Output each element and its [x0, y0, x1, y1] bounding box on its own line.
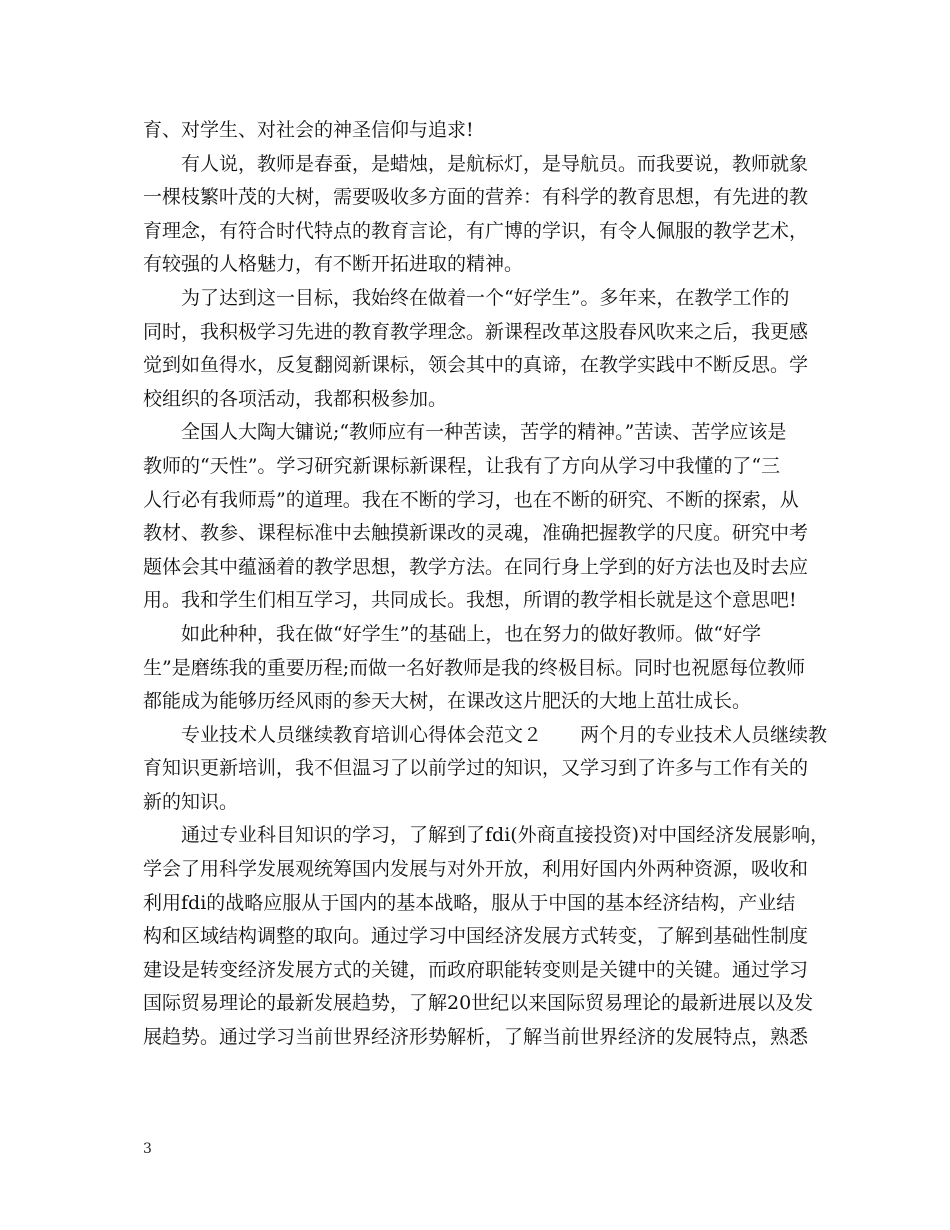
- text-line: 校组织的各项活动，我都积极参加。: [143, 387, 448, 410]
- text-line: 教师的“天性”。学习研究新课标新课程，让我有了方向从学习中我懂的了“三: [143, 454, 781, 477]
- text-line: 育、对学生、对社会的神圣信仰与追求!: [143, 119, 474, 141]
- text-line: 育知识更新培训，我不但温习了以前学过的知识，又学习到了许多与工作有关的: [143, 757, 809, 780]
- text-line: 都能成为能够历经风雨的参天大树，在课改这片肥沃的大地上茁壮成长。: [143, 690, 752, 713]
- text-line: 新的知识。: [143, 790, 239, 813]
- text-line: 建设是转变经济发展方式的关键，而政府职能转变则是关键中的关键。通过学习: [143, 958, 809, 981]
- text-line: 觉到如鱼得水，反复翻阅新课标，领会其中的真谛，在教学实践中不断反思。学: [143, 354, 809, 377]
- text-line: 用。我和学生们相互学习，共同成长。我想，所谓的教学相长就是这个意思吧!: [143, 589, 797, 612]
- text-line: 教材、教参、课程标准中去触摸新课改的灵魂，准确把握教学的尺度。研究中考: [143, 522, 809, 545]
- text-line: 全国人大陶大镛说;“教师应有一种苦读，苦学的精神。”苦读、苦学应该是: [181, 421, 787, 444]
- text-line: 利用fdi的战略应服从于国内的基本战略，服从于中国的基本经济结构，产业结: [143, 891, 796, 914]
- text-line: 同时，我积极学习先进的教育教学理念。新课程改革这股春风吹来之后，我更感: [143, 320, 809, 343]
- text-line: 有人说，教师是春蚕，是蜡烛，是航标灯，是导航员。而我要说，教师就象: [181, 152, 809, 175]
- text-line: 通过专业科目知识的学习，了解到了fdi(外商直接投资)对中国经济发展影响，: [181, 824, 830, 847]
- text-line: 构和区域结构调整的取向。通过学习中国经济发展方式转变，了解到基础性制度: [143, 925, 809, 948]
- text-line: 一棵枝繁叶茂的大树，需要吸收多方面的营养：有科学的教育思想，有先进的教: [143, 186, 809, 209]
- text-line: 育理念，有符合时代特点的教育言论，有广博的学识，有令人佩服的教学艺术，: [143, 219, 809, 242]
- text-line: 题体会其中蕴涵着的教学思想，教学方法。在同行身上学到的好方法也及时去应: [143, 555, 809, 578]
- text-line: 专业技术人员继续教育培训心得体会范文２ 两个月的专业技术人员继续教: [181, 723, 828, 746]
- body-text: [143, 114, 830, 1055]
- text-line: 生”是磨练我的重要历程;而做一名好教师是我的终极目标。同时也祝愿每位教师: [143, 656, 806, 679]
- page-number: 3: [143, 1141, 152, 1157]
- text-line: 人行必有我师焉”的道理。我在不断的学习，也在不断的研究、不断的探索，从: [143, 488, 799, 511]
- text-line: 如此种种，我在做“好学生”的基础上，也在努力的做好教师。做“好学: [181, 622, 762, 645]
- text-line: 为了达到这一目标，我始终在做着一个“好学生”。多年来，在教学工作的: [181, 286, 790, 309]
- text-line: 展趋势。通过学习当前世界经济形势解析，了解当前世界经济的发展特点，熟悉: [143, 1026, 809, 1049]
- text-line: 有较强的人格魅力，有不断开拓进取的精神。: [143, 253, 524, 276]
- text-line: 学会了用科学发展观统筹国内发展与对外开放，利用好国内外两种资源，吸收和: [143, 858, 809, 881]
- text-line: 国际贸易理论的最新发展趋势，了解20世纪以来国际贸易理论的最新进展以及发: [143, 992, 814, 1015]
